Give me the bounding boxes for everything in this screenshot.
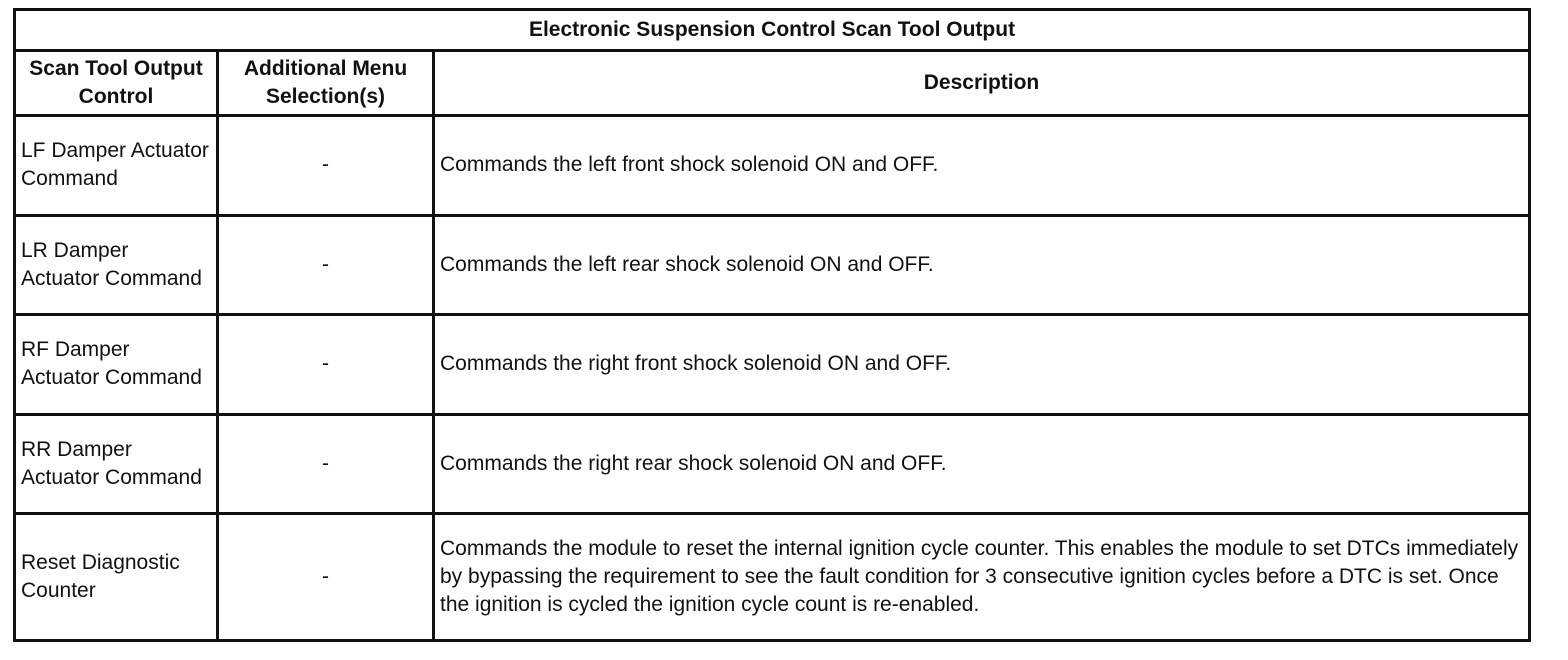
menu-selection-cell: -: [218, 215, 434, 315]
output-control-cell: RR Damper Actuator Command: [15, 414, 218, 514]
output-control-cell: LR Damper Actuator Command: [15, 215, 218, 315]
menu-selection-cell: -: [218, 514, 434, 641]
table-header-row: [15, 51, 1530, 116]
output-control-cell: LF Damper Actuator Command: [15, 116, 218, 216]
description-cell: Commands the right front shock solenoid ON and OFF.: [434, 315, 1530, 415]
description-cell: Commands the right rear shock solenoid ON and OFF.: [434, 414, 1530, 514]
description-cell: Commands the left rear shock solenoid ON and OFF.: [434, 215, 1530, 315]
table-row: [15, 215, 1530, 315]
description-cell: Commands the left front shock solenoid ON and OFF.: [434, 116, 1530, 216]
header-description: Description: [434, 51, 1530, 116]
table-title: Electronic Suspension Control Scan Tool Output: [15, 10, 1530, 51]
menu-selection-cell: -: [218, 116, 434, 216]
output-control-cell: Reset Diagnostic Counter: [15, 514, 218, 641]
description-cell: Commands the module to reset the internal ignition cycle counter. This enables the module to set DTCs immediately by bypassing the requirement to see the fault condition for 3 consecutive ignition cycles before a DTC is set. Once the ignition is cycled the ignition cycle count is re-enabled.: [434, 514, 1530, 641]
output-control-cell: RF Damper Actuator Command: [15, 315, 218, 415]
header-menu-selection: Additional Menu Selection(s): [218, 51, 434, 116]
table-row: [15, 315, 1530, 415]
header-output-control: Scan Tool Output Control: [15, 51, 218, 116]
menu-selection-cell: -: [218, 315, 434, 415]
scan-tool-output-table: [13, 8, 1531, 642]
menu-selection-cell: -: [218, 414, 434, 514]
table-row: [15, 514, 1530, 641]
table-title-row: [15, 10, 1530, 51]
table-row: [15, 414, 1530, 514]
table-row: [15, 116, 1530, 216]
